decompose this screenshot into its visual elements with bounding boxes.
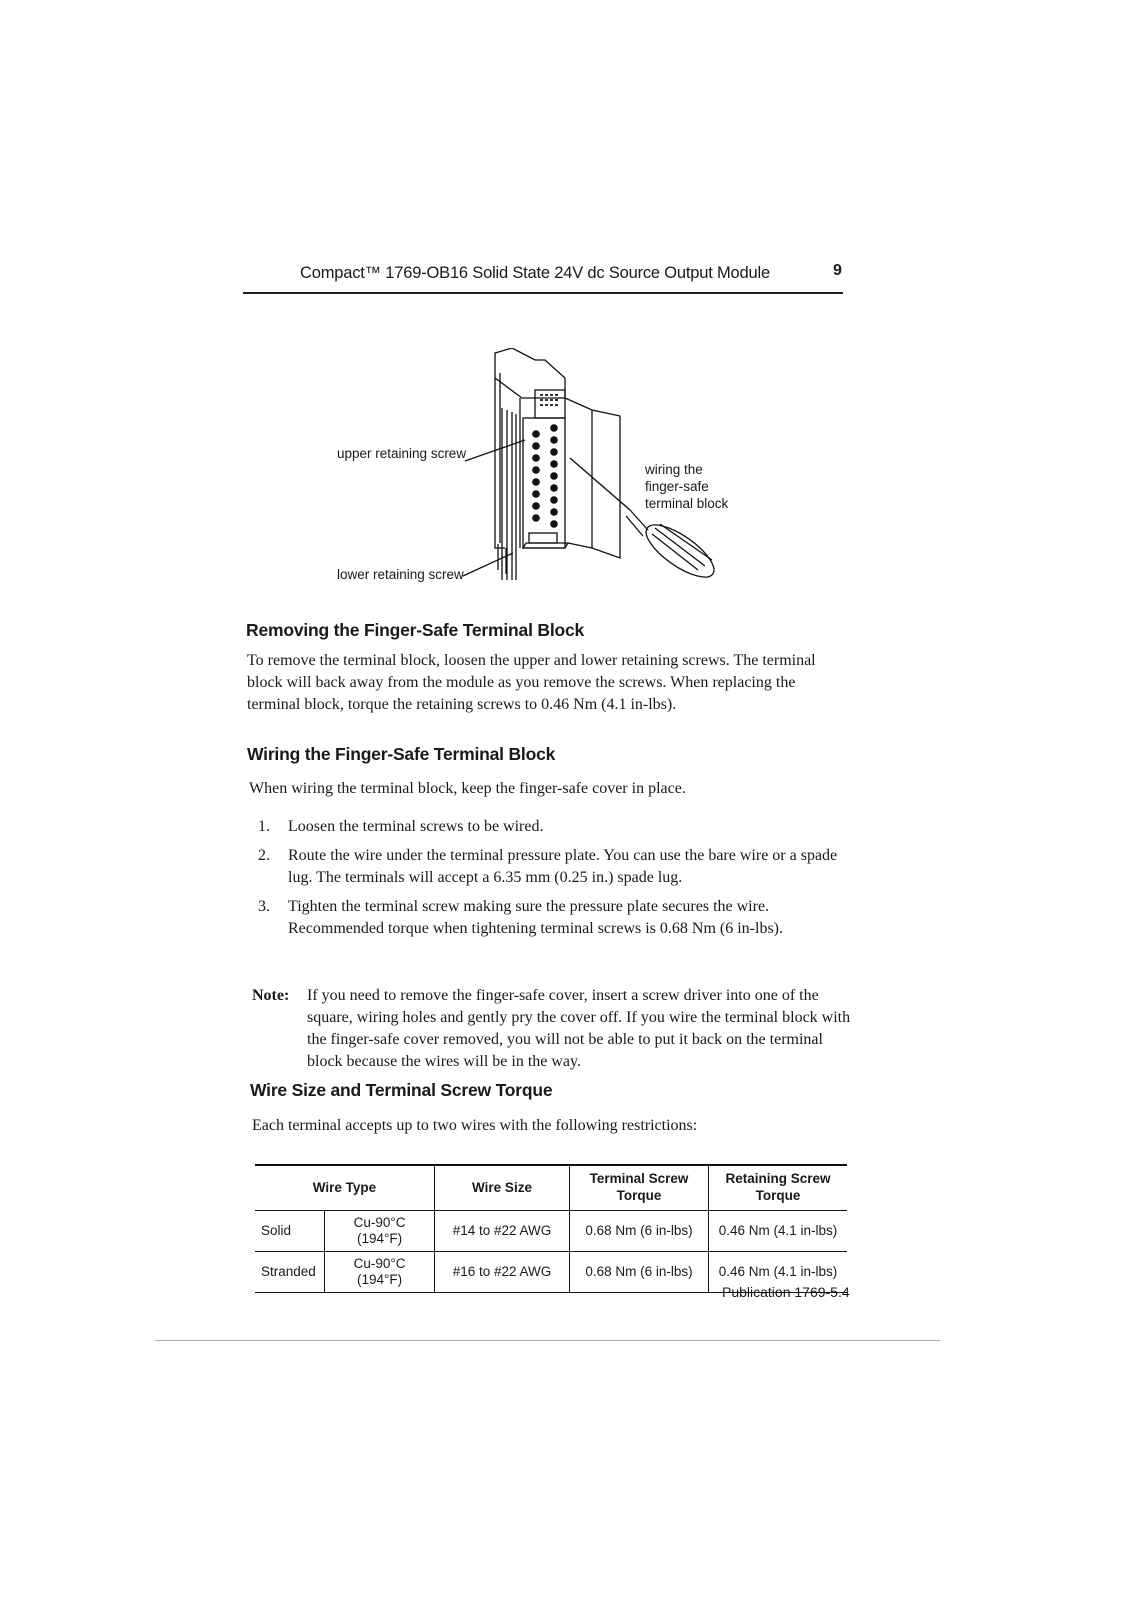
wiring-callout [645,461,728,512]
page-number: 9 [833,262,842,279]
list-item-number: 1. [258,818,270,835]
list-item-number: 3. [258,898,270,915]
removing-paragraph: To remove the terminal block, loosen the upper and lower retaining screws. The terminal block will back away from the module as you remove the screws. When replacing the terminal block, torque the retaining screws to 0.46 Nm (4.1 in-lbs). [247,652,816,713]
column-header: Wire Size [435,1165,570,1211]
page-bottom-rule [155,1340,940,1341]
table-cell: Stranded [255,1252,325,1293]
wire-size-table [255,1164,847,1293]
wiring-callout-line: terminal block [645,496,729,511]
header-rule [243,292,843,294]
column-header: Terminal Screw Torque [570,1165,709,1211]
list-item-number: 2. [258,847,270,864]
publication-footer: Publication 1769-5.4 [722,1284,850,1300]
upper-retaining-screw-callout: upper retaining screw [337,446,467,461]
terminal-block-figure [330,348,750,600]
table-row [255,1211,847,1252]
table-cell: 0.46 Nm (4.1 in-lbs) [718,1264,838,1279]
wiring-heading: Wiring the Finger-Safe Terminal Block [247,744,556,764]
wire-size-intro: Each terminal accepts up to two wires with the following restrictions: [252,1117,698,1134]
wire-size-heading: Wire Size and Terminal Screw Torque [250,1080,553,1100]
table-cell: #14 to #22 AWG [435,1211,570,1252]
column-header: Retaining Screw Torque [725,1171,831,1203]
list-item-text: Tighten the terminal screw making sure the pressure plate secures the wire. Recommended torque when tightening terminal screws is 0.68 Nm (6 in-lbs). [288,898,784,937]
table-cell: #16 to #22 AWG [435,1252,570,1293]
list-item-text: Loosen the terminal screws to be wired. [288,818,544,835]
table-cell: Solid [255,1211,325,1252]
column-header: Wire Type [255,1165,435,1211]
running-header-title: Compact™ 1769-OB16 Solid State 24V dc Source Output Module [300,264,770,282]
table-cell: Cu-90°C (194°F) [325,1252,435,1293]
table-cell: 0.68 Nm (6 in-lbs) [570,1211,709,1252]
table-cell: 0.46 Nm (4.1 in-lbs) [718,1223,838,1238]
table-cell: Cu-90°C (194°F) [325,1211,435,1252]
note-label: Note: [252,987,290,1004]
table-cell: 0.68 Nm (6 in-lbs) [570,1252,709,1293]
note-text: If you need to remove the finger-safe cover, insert a screw driver into one of the square, wiring holes and gently pry the cover off. If you wire the terminal block with the finger-safe cover removed, you will not be able to put it back on the terminal block because the wires will be in the way. [307,987,851,1070]
wiring-callout-line: finger-safe [645,479,709,494]
wiring-intro: When wiring the terminal block, keep the finger-safe cover in place. [249,780,686,797]
lower-retaining-screw-callout: lower retaining screw [337,567,464,582]
table-header-row [255,1165,847,1211]
removing-heading: Removing the Finger-Safe Terminal Block [246,620,585,640]
wiring-callout-line: wiring the [645,462,703,477]
list-item-text: Route the wire under the terminal pressure plate. You can use the bare wire or a spade lug. The terminals will accept a 6.35 mm (0.25 in.) spade lug. [288,847,838,886]
